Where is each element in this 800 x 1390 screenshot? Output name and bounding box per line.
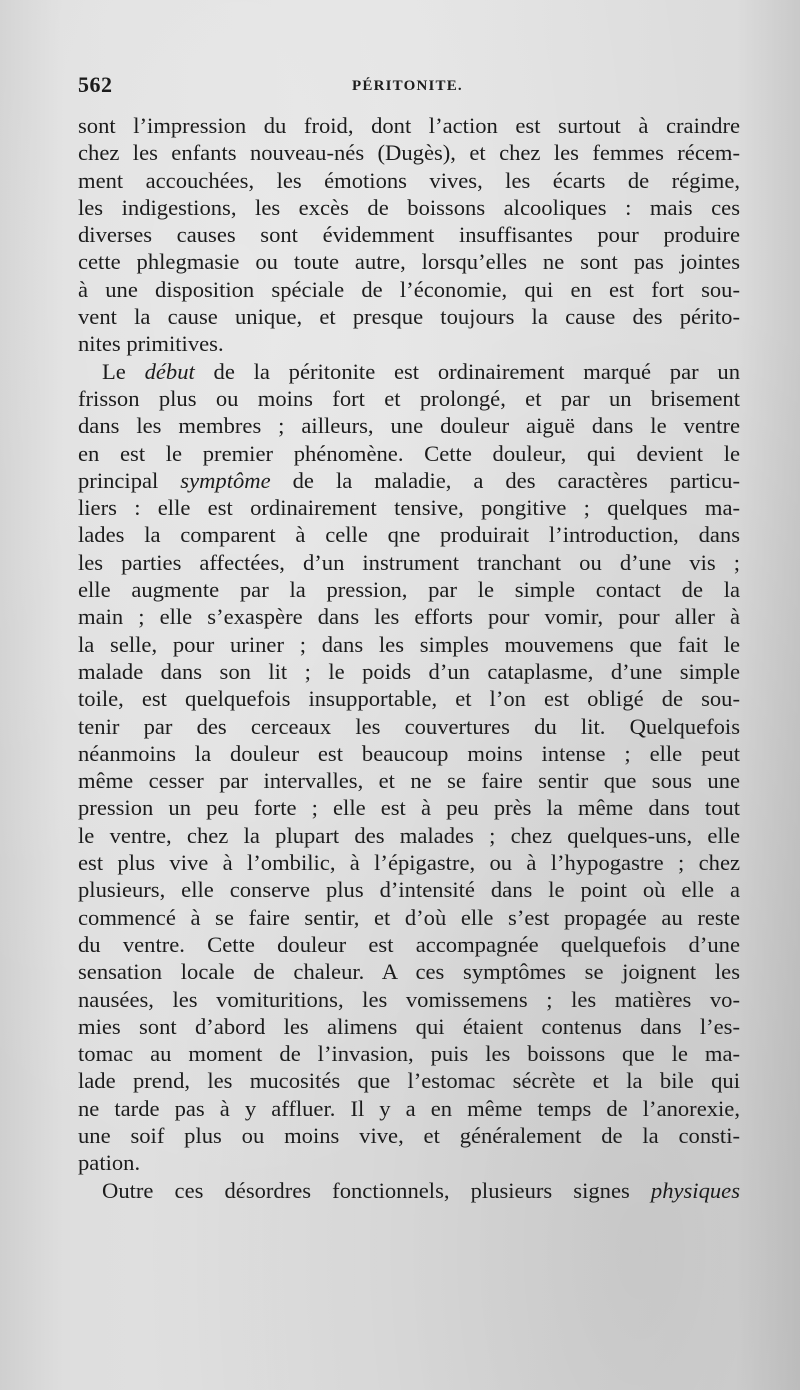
text-line: main ; elle s’exaspère dans les efforts pour vomir, pour aller à [78, 604, 740, 630]
text-line: principal symptôme de la maladie, a des caractères particu- [78, 467, 740, 493]
text-line: est plus vive à l’ombilic, à l’épigastre, ou à l’hypogastre ; chez [78, 850, 740, 876]
text-line: les indigestions, les excès de boissons alcooliques : mais ces [78, 194, 740, 220]
text-line: même cesser par intervalles, et ne se faire sentir que sous une [78, 768, 740, 794]
text-line: nausées, les vomituritions, les vomissemens ; les matières vo- [78, 986, 740, 1012]
text-line: une soif plus ou moins vive, et généralement de la consti- [78, 1122, 740, 1148]
text-line: pression un peu forte ; elle est à peu près la même dans tout [78, 795, 740, 821]
text-line: les parties affectées, d’un instrument tranchant ou d’une vis ; [78, 549, 740, 575]
page-number: 562 [78, 72, 113, 97]
text-line: frisson plus ou moins fort et prolongé, et par un brisement [78, 385, 740, 411]
text-line: liers : elle est ordinairement tensive, pongitive ; quelques ma- [78, 495, 740, 521]
text-line: du ventre. Cette douleur est accompagnée quelquefois d’une [78, 931, 740, 957]
text-line: dans les membres ; ailleurs, une douleur aiguë dans le ventre [78, 413, 740, 439]
text-line: vent la cause unique, et presque toujours la cause des périto- [78, 304, 740, 330]
text-line: ne tarde pas à y affluer. Il y a en même temps de l’anorexie, [78, 1095, 740, 1121]
text-line: toile, est quelquefois insupportable, et l’on est obligé de sou- [78, 686, 740, 712]
text-line: nites primitives. [78, 331, 224, 357]
text-line: lades la comparent à celle qne produirait l’introduction, dans [78, 522, 740, 548]
text-line: la selle, pour uriner ; dans les simples mouvemens que fait le [78, 631, 740, 657]
text-line: néanmoins la douleur est beaucoup moins intense ; elle peut [78, 740, 740, 766]
text-line: cette phlegmasie ou toute autre, lorsqu’elles ne sont pas jointes [78, 249, 740, 275]
text-line: malade dans son lit ; le poids d’un cataplasme, d’une simple [78, 658, 740, 684]
italic-word: symptôme [180, 467, 271, 493]
text-line: commencé à se faire sentir, et d’où elle s’est propagée au reste [78, 904, 740, 930]
text-line: pation. [78, 1150, 141, 1176]
text-line: ment accouchées, les émotions vives, les écarts de régime, [78, 167, 740, 193]
text-line: elle augmente par la pression, par le simple contact de la [78, 577, 740, 603]
running-title: PÉRITONITE. [352, 78, 463, 94]
text-line: sont l’impression du froid, dont l’action est surtout à craindre [78, 113, 740, 138]
text-line: tomac au moment de l’invasion, puis les boissons que le ma- [78, 1041, 740, 1067]
body-text [78, 112, 740, 1204]
text-line: sensation locale de chaleur. A ces symptômes se joignent les [78, 959, 740, 985]
paragraph-start-line: Outre ces désordres fonctionnels, plusieurs signes physiques [102, 1177, 740, 1203]
text-line: tenir par des cerceaux les couvertures du lit. Quelquefois [78, 713, 740, 739]
paragraph-start-line: Le début de la péritonite est ordinairement marqué par un [102, 358, 740, 384]
italic-word: physiques [650, 1177, 740, 1203]
text-line: le ventre, chez la plupart des malades ; chez quelques-uns, elle [78, 822, 740, 848]
italic-word: début [144, 358, 195, 384]
text-line: mies sont d’abord les alimens qui étaient contenus dans l’es- [78, 1013, 740, 1039]
text-line: plusieurs, elle conserve plus d’intensité dans le point où elle a [78, 877, 740, 903]
text-line: en est le premier phénomène. Cette douleur, qui devient le [78, 440, 740, 466]
page-header [78, 72, 742, 102]
text-line: diverses causes sont évidemment insuffisantes pour produire [78, 222, 740, 248]
text-line: chez les enfants nouveau-nés (Dugès), et chez les femmes récem- [78, 140, 740, 166]
text-line: à une disposition spéciale de l’économie, qui en est fort sou- [78, 276, 740, 302]
text-line: lade prend, les mucosités que l’estomac sécrète et la bile qui [78, 1068, 740, 1094]
